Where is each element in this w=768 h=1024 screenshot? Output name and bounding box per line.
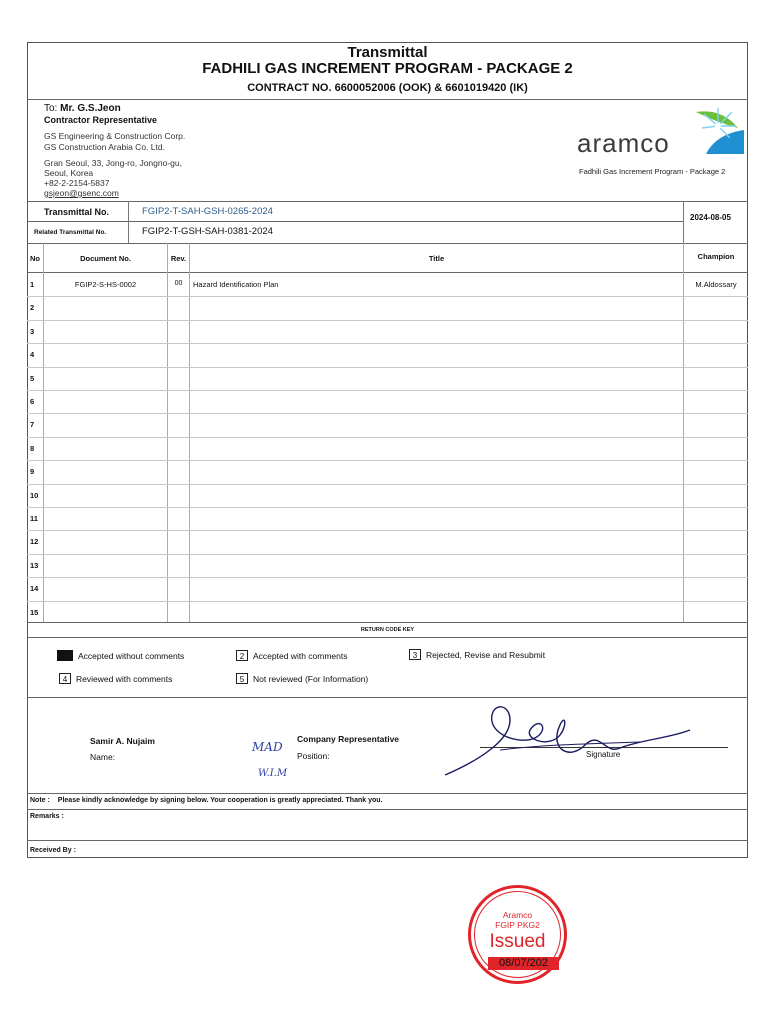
aramco-program-subtitle: Fadhili Gas Increment Program - Package 2 bbox=[579, 167, 726, 176]
col-header-title: Title bbox=[428, 254, 445, 263]
issued-stamp bbox=[468, 885, 567, 984]
recipient-email[interactable]: gsjeon@gsenc.com bbox=[44, 188, 119, 198]
row-number: 9 bbox=[30, 467, 35, 477]
row-number: 14 bbox=[30, 584, 39, 594]
row-title: Hazard Identification Plan bbox=[193, 280, 279, 289]
return-code-3 bbox=[409, 649, 545, 660]
remarks-label: Remarks : bbox=[30, 813, 64, 820]
row-number: 8 bbox=[30, 443, 35, 453]
recipient-phone: +82-2-2154-5837 bbox=[44, 178, 110, 188]
code-5-box: 5 bbox=[236, 673, 248, 684]
row-number: 3 bbox=[30, 326, 35, 336]
program-title: FADHILI GAS INCREMENT PROGRAM - PACKAGE 2 bbox=[202, 60, 573, 77]
table-row-divider bbox=[27, 601, 748, 602]
document-title: Transmittal bbox=[347, 44, 428, 61]
divider bbox=[27, 840, 748, 841]
divider bbox=[27, 221, 683, 222]
code-2-box: 2 bbox=[236, 650, 248, 661]
recipient-company-2: GS Construction Arabia Co. Ltd. bbox=[44, 142, 165, 152]
table-row-divider bbox=[27, 554, 748, 555]
divider bbox=[27, 622, 748, 623]
note-row bbox=[30, 797, 382, 804]
divider bbox=[27, 637, 748, 638]
to-prefix: To: bbox=[44, 103, 61, 114]
transmittal-date: 2024-08-05 bbox=[690, 213, 731, 222]
position-label: Position: bbox=[297, 751, 330, 761]
divider bbox=[167, 243, 168, 622]
return-code-5 bbox=[236, 673, 368, 684]
divider bbox=[27, 697, 748, 698]
return-code-4 bbox=[59, 673, 172, 684]
code-4-box: 4 bbox=[59, 673, 71, 684]
code-2-label: Accepted with comments bbox=[253, 650, 348, 661]
table-row-divider bbox=[27, 390, 748, 391]
row-number: 2 bbox=[30, 303, 35, 313]
table-row-divider bbox=[27, 413, 748, 414]
code-1-label: Accepted without comments bbox=[78, 650, 185, 661]
return-code-title: RETURN CODE KEY bbox=[360, 627, 415, 633]
stamp-date: 08/07/202 bbox=[488, 957, 559, 970]
row-number: 6 bbox=[30, 397, 35, 406]
table-row-divider bbox=[27, 367, 748, 368]
divider bbox=[683, 201, 684, 243]
row-number: 4 bbox=[30, 350, 35, 360]
row-number: 15 bbox=[30, 607, 39, 617]
received-by-label: Received By : bbox=[30, 847, 76, 854]
row-number: 12 bbox=[30, 537, 39, 547]
table-row-divider bbox=[27, 320, 748, 321]
divider bbox=[43, 243, 44, 622]
divider bbox=[27, 793, 748, 794]
recipient-company-1: GS Engineering & Construction Corp. bbox=[44, 131, 186, 141]
col-header-no: No bbox=[30, 254, 40, 263]
code-3-label: Rejected, Revise and Resubmit bbox=[426, 649, 546, 660]
table-row-divider bbox=[27, 460, 748, 461]
stamp-line-1: Aramco bbox=[502, 910, 533, 920]
divider bbox=[27, 201, 748, 202]
row-number: 11 bbox=[30, 514, 38, 523]
name-label: Name: bbox=[90, 752, 116, 762]
row-document-number: FGIP2-S-HS-0002 bbox=[74, 280, 137, 289]
row-number: 7 bbox=[30, 420, 35, 430]
code-3-box: 3 bbox=[409, 649, 421, 660]
handwritten-initials: MAD bbox=[252, 740, 283, 754]
table-row-divider bbox=[27, 296, 748, 297]
recipient-to bbox=[44, 103, 121, 114]
row-number: 13 bbox=[30, 560, 39, 570]
table-row-divider bbox=[27, 507, 748, 508]
related-transmittal-number: FGIP2-T-GSH-SAH-0381-2024 bbox=[142, 226, 273, 237]
divider bbox=[683, 243, 684, 622]
recipient-address-1: Gran Seoul, 33, Jong-ro, Jongno-gu, bbox=[44, 158, 182, 168]
table-row-divider bbox=[27, 530, 748, 531]
signatory-name: Samir A. Nujaim bbox=[90, 736, 155, 746]
row-number: 5 bbox=[30, 373, 35, 383]
signature-scribble bbox=[440, 700, 720, 785]
divider bbox=[27, 99, 748, 100]
stamp-line-2: FGIP PKG2 bbox=[495, 920, 540, 930]
return-code-2 bbox=[236, 650, 347, 661]
divider bbox=[27, 243, 748, 244]
table-row-divider bbox=[27, 577, 748, 578]
transmittal-label: Transmittal No. bbox=[44, 207, 110, 217]
col-header-champion: Champion bbox=[697, 252, 735, 261]
table-row-divider bbox=[27, 484, 748, 485]
signature-label: Signature bbox=[586, 750, 621, 759]
aramco-logo-text: aramco bbox=[577, 128, 670, 158]
handwritten-note: W.I.M bbox=[258, 768, 288, 779]
note-text: Please kindly acknowledge by signing below. Your cooperation is greatly appreciated. Thank you. bbox=[57, 797, 383, 804]
company-rep-title: Company Representative bbox=[297, 734, 400, 744]
divider bbox=[128, 201, 129, 243]
note-label: Note : bbox=[30, 797, 50, 804]
code-1-box bbox=[57, 650, 73, 661]
divider bbox=[27, 809, 748, 810]
related-transmittal-label: Related Transmittal No. bbox=[34, 229, 107, 236]
return-code-1 bbox=[57, 650, 184, 661]
table-row-divider bbox=[27, 437, 748, 438]
row-revision: 00 bbox=[174, 280, 183, 287]
row-champion: M.Aldossary bbox=[695, 280, 737, 289]
contract-number: CONTRACT NO. 6600052006 (OOK) & 6601019420 (IK) bbox=[247, 82, 528, 94]
recipient-address-2: Seoul, Korea bbox=[44, 168, 94, 178]
code-5-label: Not reviewed (For Information) bbox=[253, 673, 369, 684]
recipient-name: Mr. G.S.Jeon bbox=[60, 103, 121, 114]
code-4-label: Reviewed with comments bbox=[76, 673, 173, 684]
stamp-status: Issued bbox=[489, 931, 546, 952]
aramco-star-icon bbox=[692, 104, 746, 154]
transmittal-number: FGIP2-T-SAH-GSH-0265-2024 bbox=[142, 206, 273, 217]
divider bbox=[189, 243, 190, 622]
row-number: 10 bbox=[30, 490, 39, 500]
col-header-rev: Rev. bbox=[170, 254, 187, 263]
recipient-role: Contractor Representative bbox=[44, 115, 158, 125]
table-row-divider bbox=[27, 343, 748, 344]
divider bbox=[27, 272, 748, 273]
row-number: 1 bbox=[30, 280, 35, 289]
col-header-document: Document No. bbox=[80, 254, 131, 263]
